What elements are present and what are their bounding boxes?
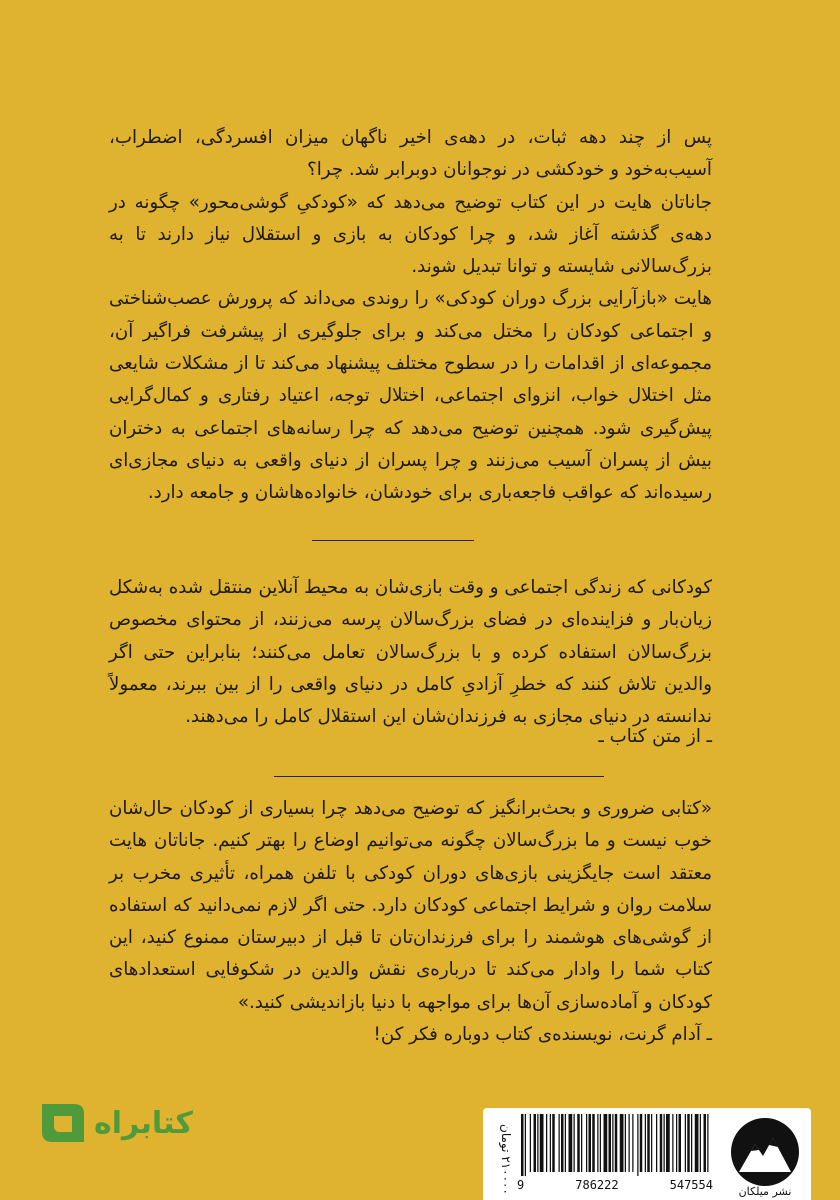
- barcode-bar: [540, 1114, 544, 1172]
- barcode-bar: [632, 1114, 633, 1172]
- barcode-bar: [707, 1114, 708, 1172]
- review-block: [109, 793, 712, 1051]
- barcode-bar: [592, 1114, 595, 1172]
- barcode-bar: [676, 1114, 677, 1172]
- barcode-bar: [569, 1114, 573, 1172]
- barcode-bar: [600, 1114, 601, 1172]
- barcode-bar: [615, 1114, 618, 1172]
- barcode-bar: [597, 1114, 598, 1172]
- excerpt-paragraph: کودکانی که زندگی اجتماعی و وقت بازی‌شان به محیط آنلاین منتقل شده به‌شکل زیان‌بار و فزاینده‌ای در فضای بزرگ‌سالان پرسه می‌زنند، از محتوای مخصوص بزرگ‌سالان استفاده کرده و با بزرگ‌سالان تعامل می‌کنند؛ بنابراین حتی اگر والدین تلاش کنند که خطرِ آزادیِ کامل در دنیای واقعی را از بین ببرند، معمولاً ندانسته در دنیای مجازی به فرزندان‌شان این استقلال کامل را می‌دهند.: [109, 577, 712, 728]
- barcode-bar: [700, 1114, 701, 1172]
- excerpt-block: [109, 572, 712, 733]
- barcode-bar: [672, 1114, 673, 1172]
- isbn-barcode: [517, 1114, 713, 1176]
- barcode-bar: [679, 1114, 682, 1172]
- divider-2: [274, 776, 604, 777]
- barcode-bar: [586, 1114, 587, 1172]
- paragraph-1: پس از چند دهه ثبات، در دهه‌ی اخیر ناگهان میزان افسردگی، اضطراب، آسیب‌به‌خود و خودکشی در نوجوانان دوبرابر شد. چرا؟: [109, 127, 712, 181]
- barcode-bar: [691, 1114, 692, 1172]
- barcode-bar: [637, 1114, 638, 1176]
- price-label: ۲۱۰۰۰۰ تومان: [499, 1123, 513, 1195]
- barcode-bar: [525, 1114, 526, 1176]
- isbn-digits: [517, 1178, 713, 1192]
- barcode-bar: [612, 1114, 613, 1172]
- barcode-bar: [581, 1114, 582, 1172]
- barcode-bar: [640, 1114, 643, 1172]
- barcode-bar: [629, 1114, 630, 1172]
- barcode-bar: [521, 1114, 524, 1176]
- barcode-bar: [577, 1114, 580, 1172]
- barcode-bar: [704, 1114, 707, 1172]
- barcode-bar: [559, 1114, 560, 1172]
- barcode-bar: [695, 1114, 699, 1172]
- barcode-bar: [620, 1114, 624, 1172]
- barcode-bar: [530, 1114, 531, 1172]
- ketabrah-logo: [38, 1095, 198, 1151]
- barcode-bar: [687, 1114, 690, 1172]
- ketabrah-logo-text: کتابراه: [94, 1105, 193, 1141]
- barcode-bar: [647, 1114, 650, 1172]
- review-quote: «کتابی ضروری و بحث‌برانگیز که توضیح می‌دهد چرا بسیاری از کودکان حال‌شان خوب نیست و ما بزرگ‌سالان چگونه می‌توانیم اوضاع را بهتر کنیم. جاناتان هایت معتقد است جایگزینی بازی‌های دوران کودکی با تلفن همراه، تأثیری مخرب بر سلامت روان و شرایط اجتماعی کودکان دارد. حتی اگر لازم نمی‌دانید که استفاده از گوشی‌های هوشمند را برای فرزندان‌تان تا قبل از دبیرستان ممنوع کنید، این کتاب شما را وادار می‌کند تا درباره‌ی نقش والدین در شکوفایی استعدادهای کودکان و آماده‌سازی آن‌ها برای مواجهه با دنیا بازاندیشی کنید.»: [109, 798, 712, 1013]
- barcode-bar: [656, 1114, 657, 1172]
- barcode-bar: [565, 1114, 566, 1172]
- barcode-bar: [666, 1114, 670, 1172]
- paragraph-3: هایت «بازآرایی بزرگ دوران کودکی» را روندی می‌داند که پرورش عصب‌شناختی و اجتماعی کودکان را مختل می‌کند و برای جلوگیری از پیشرفت فراگیر آن، مجموعه‌ای از اقدامات را در سطوح مختلف پیشنهاد می‌کند تا از مشکلات شایعی مثل اختلال خواب، انزوای اجتماعی، اختلال توجه، اعتیاد رفتاری و کمال‌گرایی پیش‌گیری شود. همچنین توضیح می‌دهد که چرا رسانه‌های اجتماعی به دختران بیش از پسران آسیب می‌زنند و چرا پسران از دنیای واقعی به دنیای مجازی‌ای رسیده‌اند که عواقب فاجعه‌باری برای خودشان، خانواده‌هاشان و جامعه دارد.: [109, 288, 712, 504]
- barcode-bar: [625, 1114, 626, 1172]
- barcode-bar: [645, 1114, 646, 1172]
- barcode-bar: [660, 1114, 663, 1172]
- divider-1: [312, 540, 474, 541]
- ketabrah-book-icon: [38, 1098, 88, 1148]
- barcode-bar: [537, 1114, 538, 1172]
- barcode-bar: [574, 1114, 575, 1172]
- barcode-bar: [534, 1114, 537, 1172]
- barcode-bar: [546, 1114, 547, 1172]
- barcode-bar: [664, 1114, 665, 1172]
- barcode-bar: [609, 1114, 612, 1172]
- excerpt-source: ـ از متن کتاب ـ: [598, 726, 712, 747]
- review-author: ـ آدام گرنت، نویسنده‌ی کتاب دوباره فکر کن!: [373, 1024, 712, 1046]
- description-block: [109, 122, 712, 510]
- barcode-bar: [685, 1114, 686, 1172]
- isbn-group-2: 547554: [669, 1178, 713, 1192]
- barcode-bar: [589, 1114, 592, 1172]
- barcode-bar: [552, 1114, 555, 1172]
- isbn-group-1: 786222: [575, 1178, 619, 1192]
- barcode-bar: [651, 1114, 652, 1172]
- barcode-panel: [483, 1108, 811, 1200]
- isbn-first-digit: 9: [517, 1178, 525, 1192]
- barcode-bar: [604, 1114, 608, 1172]
- milkan-mountain-icon: [725, 1114, 805, 1196]
- paragraph-2: جاناتان هایت در این کتاب توضیح می‌دهد که «کودکیِ گوشی‌محور» چگونه در دهه‌ی گذشته آغاز شد، و چرا کودکان به بازی و استقلال نیاز دارند تا به بزرگ‌سالانی شایسته و توانا تبدیل شوند.: [109, 191, 712, 278]
- barcode-bar: [561, 1114, 564, 1172]
- milkan-publisher-label: نشر میلکان: [738, 1185, 792, 1198]
- barcode-bar: [550, 1114, 551, 1172]
